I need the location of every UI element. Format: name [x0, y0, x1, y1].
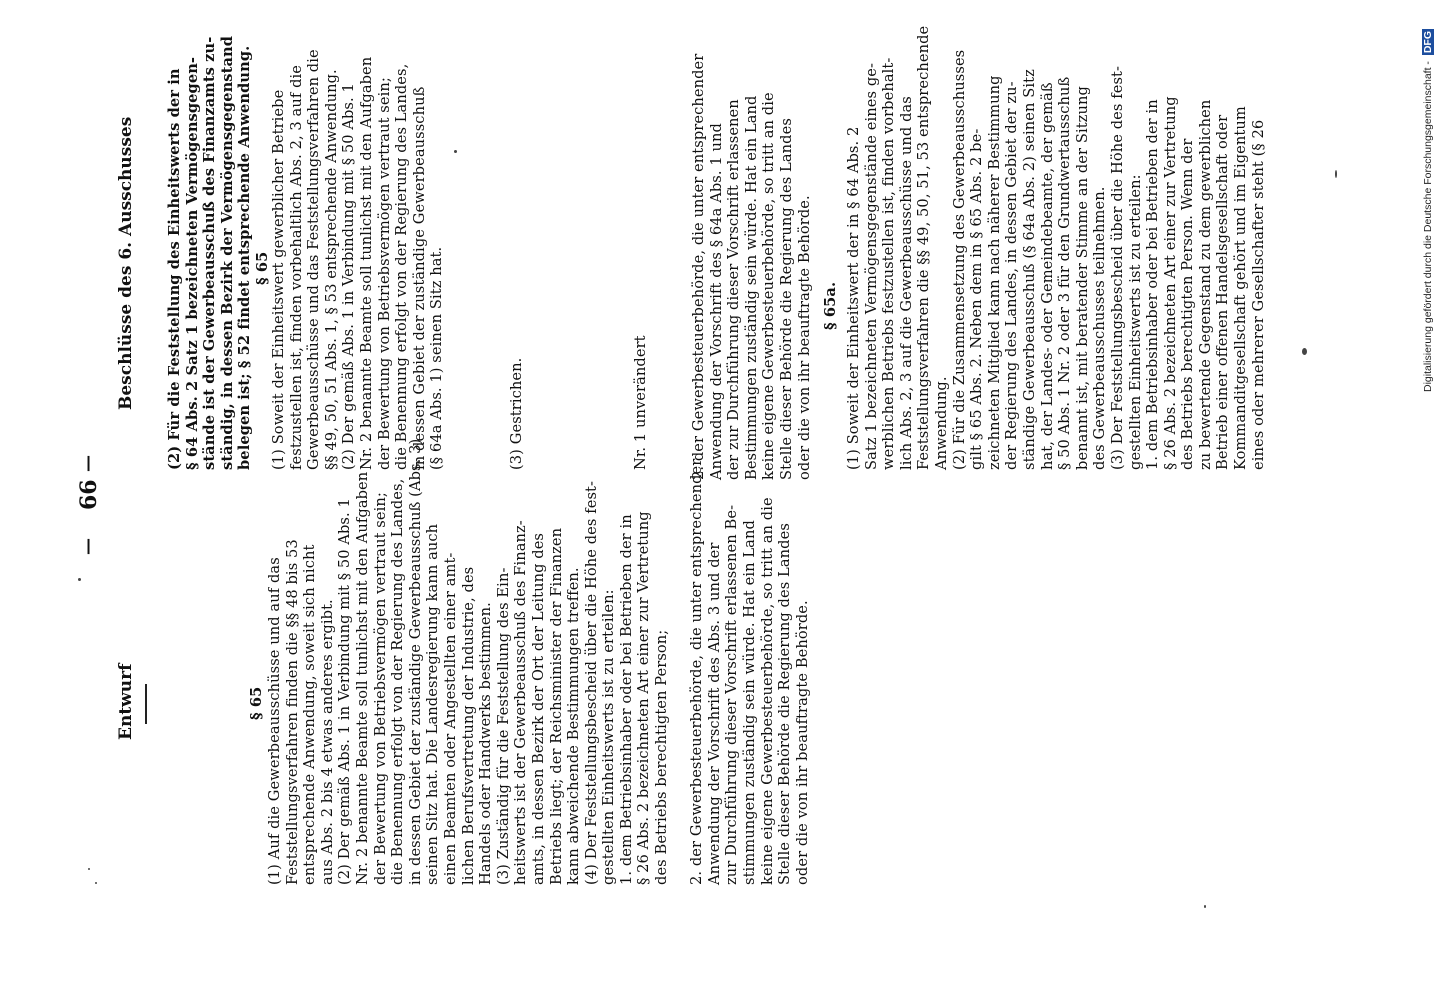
- scan-speck: [1204, 905, 1206, 908]
- text-line: § 26 Abs. 2 bezeichneten Art einer zur Vertretung: [635, 511, 653, 885]
- digitization-sidebar: [1422, 29, 1434, 392]
- page-dash-upper: —: [78, 455, 98, 472]
- text-line: Gewerbeausschüsse und das Feststellungsverfahren die: [305, 49, 323, 470]
- text-line: 1. dem Betriebsinhaber oder bei Betrieben der in: [617, 514, 635, 885]
- left-section-heading: § 65: [248, 686, 265, 720]
- text-line: §§ 49, 50, 51 Abs. 1, § 53 entsprechende Anwendung.: [322, 69, 340, 470]
- text-line: (2) Für die Zusammensetzung des Gewerbeausschusses: [950, 49, 968, 470]
- text-line: (2) Der gemäß Abs. 1 in Verbindung mit § 50 Abs. 1: [340, 83, 358, 470]
- page-number: 66: [76, 479, 102, 510]
- scan-speck: [95, 882, 97, 884]
- text-line: Nr. 2 benannte Beamte soll tunlichst mit den Aufgaben: [357, 56, 375, 470]
- text-line: § 50 Abs. 1 Nr. 2 oder 3 für den Grundwertausschuß: [1056, 76, 1074, 470]
- section-65a-block: [845, 26, 1267, 470]
- text-line: in dessen Gebiet der zuständige Gewerbeausschuß (Abs. 3): [406, 438, 424, 885]
- section-65a-heading: § 65a.: [822, 281, 839, 330]
- text-line: Stelle dieser Behörde die Regierung des Landes: [777, 118, 795, 480]
- text-line: (1) Soweit der Einheitswert gewerblicher Betriebe: [270, 89, 287, 470]
- text-line: Bestimmungen zuständig sein würde. Hat ein Land: [742, 95, 760, 480]
- text-line: [671, 439, 689, 885]
- text-line: Kommanditgesellschaft gehört und im Eigentum: [1232, 106, 1250, 470]
- text-line: Betrieb einer offenen Handelsgesellschaft oder: [1214, 114, 1232, 470]
- text-line: (2) Für die Feststellung des Einheitswerts der in: [166, 68, 183, 470]
- text-line: eines oder mehrerer Gesellschafter steht (§ 26: [1249, 119, 1267, 470]
- text-line: werblichen Betriebs festzustellen ist, finden vorbehalt-: [880, 57, 898, 470]
- text-line: (3) Der Feststellungsbescheid über die Höhe des fest-: [1108, 65, 1126, 470]
- text-line: die Benennung erfolgt von der Regierung des Landes,: [393, 63, 411, 470]
- text-line: Feststellungsverfahren die §§ 49, 50, 51, 53 entsprechende: [915, 25, 933, 470]
- text-line: Handels oder Handwerks bestimmen.: [477, 602, 495, 885]
- text-line: stimmungen zuständig sein würde. Hat ein Land: [741, 520, 759, 885]
- text-line: Nr. 2 benannte Beamte soll tunlichst mit den Aufgaben: [353, 471, 371, 885]
- text-line: des Betriebs berechtigten Person. Wenn der: [1179, 138, 1197, 470]
- right-column-title: Beschlüsse des 6. Ausschusses: [116, 116, 136, 410]
- text-line: zeichneten Mitglied kann nach näherer Bestimmung: [985, 75, 1003, 470]
- text-line: des Gewerbeausschusses teilnehmen.: [1091, 186, 1109, 470]
- right-intro-block: [166, 36, 254, 470]
- text-line: der Regierung des Landes, in dessen Gebiet der zu-: [1003, 81, 1021, 470]
- unveraendert-note: Nr. 1 unverändert: [632, 335, 649, 470]
- scan-speck: [78, 578, 81, 581]
- text-line: Betriebs liegt; der Reichsminister der Finanzen: [547, 527, 565, 885]
- text-line: § 64 Abs. 2 Satz 1 bezeichneten Vermögensgegen-: [183, 56, 201, 470]
- text-line: kann abweichende Bestimmungen treffen.: [565, 567, 583, 885]
- text-line: des Betriebs berechtigten Person;: [653, 629, 671, 885]
- text-line: amts, in dessen Bezirk der Ort der Leitung des: [529, 532, 547, 885]
- text-line: (1) Auf die Gewerbeausschüsse und auf das: [266, 557, 283, 885]
- left-text-block: [266, 439, 811, 885]
- text-line: der zur Durchführung dieser Vorschrift erlassenen: [725, 99, 743, 480]
- scan-speck: [1302, 348, 1307, 355]
- text-line: § 26 Abs. 2 bezeichneten Art einer zur Vertretung: [1161, 96, 1179, 470]
- text-line: Feststellungsverfahren finden die §§ 48 bis 53: [283, 539, 301, 885]
- text-line: der Bewertung von Betriebsvermögen vertraut sein;: [371, 492, 389, 885]
- text-line: in dessen Gebiet der zuständige Gewerbeausschuß: [410, 86, 428, 470]
- scan-speck: [1335, 170, 1337, 178]
- text-line: Anwendung der Vorschrift des § 64a Abs. 1 und: [707, 123, 725, 480]
- text-line: die Benennung erfolgt von der Regierung des Landes,: [389, 478, 407, 885]
- text-line: Satz 1 bezeichneten Vermögensgegenstände eines ge-: [862, 62, 880, 470]
- text-line: gestellten Einheitswerts ist zu erteilen:: [1126, 174, 1144, 470]
- dfg-logo: DFG: [1422, 30, 1434, 54]
- text-line: (4) Der Feststellungsbescheid über die Höhe des fest-: [582, 480, 600, 885]
- text-line: festzustellen ist, finden vorbehaltlich Abs. 2, 3 auf die: [287, 64, 305, 470]
- text-line: oder die von ihr beauftragte Behörde.: [795, 195, 813, 480]
- text-line: (2) Der gemäß Abs. 1 in Verbindung mit § 50 Abs. 1: [336, 498, 354, 885]
- title-underline: [145, 684, 147, 724]
- text-line: zu bewertende Gegenstand zu dem gewerblichen: [1196, 99, 1214, 470]
- nr2-block: [690, 54, 813, 480]
- text-line: 1. dem Betriebsinhaber oder bei Betrieben der in: [1144, 99, 1162, 470]
- text-line: seinen Sitz hat. Die Landesregierung kann auch: [424, 523, 442, 885]
- text-line: gestellten Einheitswerts ist zu erteilen:: [600, 589, 618, 885]
- text-line: (§ 64a Abs. 1) seinen Sitz hat.: [428, 246, 446, 470]
- text-line: keine eigene Gewerbesteuerbehörde, so tritt an die: [758, 497, 776, 885]
- text-line: der Bewertung von Betriebsvermögen vertraut sein;: [375, 77, 393, 470]
- text-line: benannt ist, mit beratender Stimme an der Sitzung: [1073, 86, 1091, 470]
- text-line: hat, der Landes- oder Gemeindebeamte, der gemäß: [1038, 82, 1056, 470]
- text-line: Stelle dieser Behörde die Regierung des Landes: [776, 523, 794, 885]
- text-line: entsprechende Anwendung, soweit sich nicht: [301, 544, 319, 885]
- text-line: ständige Gewerbeausschuß (§ 64a Abs. 2) seinen Sitz: [1020, 69, 1038, 470]
- text-line: oder die von ihr beauftragte Behörde.: [793, 600, 811, 885]
- text-line: lich Abs. 2, 3 auf die Gewerbeausschüsse und das: [897, 96, 915, 470]
- text-line: (3) Zuständig für die Feststellung des Ein-: [494, 567, 512, 885]
- text-line: Anwendung der Vorschrift des Abs. 3 und der: [705, 542, 723, 885]
- text-line: 2. der Gewerbesteuerbehörde, die unter entsprechender: [688, 458, 706, 885]
- section-65-block: [270, 49, 446, 470]
- left-column-title: Entwurf: [116, 663, 136, 740]
- text-line: belegen ist; § 52 findet entsprechende Anwendung.: [236, 45, 254, 470]
- page-dash-lower: —: [78, 538, 98, 555]
- sidebar-text: Digitalisierung gefördert durch die Deutsche Forschungsgemeinschaft -: [1422, 61, 1434, 392]
- section-65-heading: § 65: [254, 251, 271, 285]
- scan-speck: [88, 868, 90, 870]
- text-line: ständig, in dessen Bezirk der Vermögensgegenstand: [218, 35, 236, 470]
- gestrichen-note: (3) Gestrichen.: [508, 357, 525, 470]
- text-line: keine eigene Gewerbesteuerbehörde, so tritt an die: [760, 92, 778, 480]
- text-line: Anwendung.: [932, 376, 950, 470]
- text-line: aus Abs. 2 bis 4 etwas anderes ergibt.: [318, 599, 336, 885]
- text-line: lichen Berufsvertretung der Industrie, des: [459, 566, 477, 885]
- text-line: stände ist der Gewerbeausschuß des Finanzamts zu-: [201, 36, 219, 470]
- text-line: heitswerts ist der Gewerbeausschuß des Finanz-: [512, 520, 530, 885]
- scan-speck: [454, 150, 457, 153]
- text-line: 2. der Gewerbesteuerbehörde, die unter entsprechender: [690, 53, 707, 480]
- text-line: zur Durchführung dieser Vorschrift erlassenen Be-: [723, 504, 741, 885]
- text-line: gilt § 65 Abs. 2. Neben dem in § 65 Abs. 2 be-: [968, 128, 986, 470]
- text-line: (1) Soweit der Einheitswert der in § 64 Abs. 2: [845, 126, 862, 470]
- text-line: einen Beamten oder Angestellten einer amt-: [441, 552, 459, 885]
